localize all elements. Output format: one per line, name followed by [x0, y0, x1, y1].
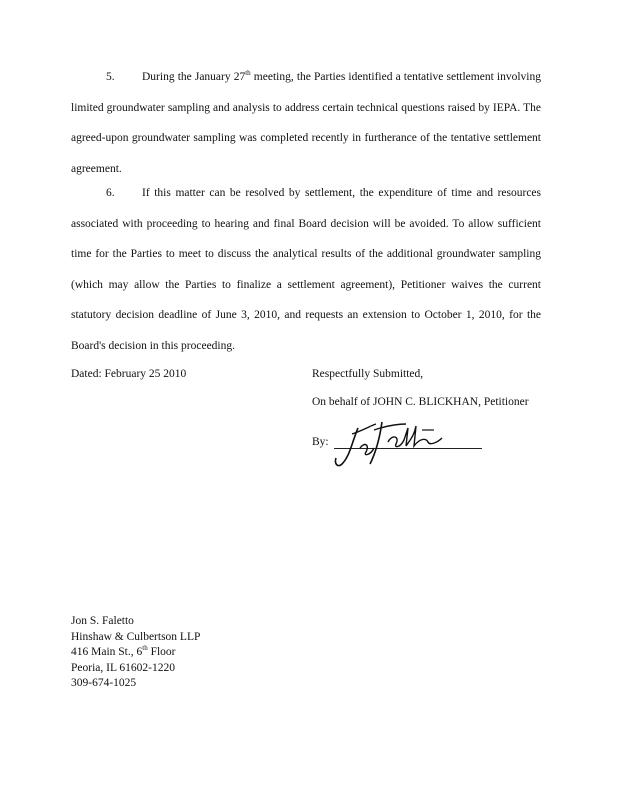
paragraph-number: 6.: [106, 187, 115, 199]
on-behalf-line: On behalf of JOHN C. BLICKHAN, Petitioner: [312, 396, 529, 408]
street-address: 416 Main St., 6th Floor: [71, 644, 176, 658]
paragraph-text-end: meeting, the Parties identified a tentative settlement involving limited groundwater sampling and analysis to address certain technical questions raised by IEPA. The agreed-upon groundwater sampling was completed recently in furtherance of the tentative settlement agreement.: [71, 71, 541, 175]
city-state-zip: Peoria, IL 61602-1220: [71, 661, 176, 674]
phone-number: 309-674-1025: [71, 677, 137, 689]
paragraph-5: [71, 62, 541, 184]
attorney-name: Jon S. Faletto: [71, 615, 134, 627]
dated-line: Dated: February 25 2010: [71, 368, 187, 380]
paragraph-number: 5.: [106, 71, 115, 83]
address-block: [71, 614, 200, 692]
handwritten-signature: [330, 412, 470, 474]
by-label: By:: [312, 436, 329, 448]
superscript: th: [245, 69, 251, 78]
paragraph-text: If this matter can be resolved by settlement, the expenditure of time and resources associated with proceeding to hearing and final Board decision will be avoided. To allow sufficient time for the Parties to meet to discuss the analytical results of the additional groundwater sampling (which may allow the Parties to finalize a settlement agreement), Petitioner waives the current statutory decision deadline of June 3, 2010, and requests an extension to October 1, 2010, for the Board's decision in this proceeding.: [71, 187, 541, 352]
paragraph-6: [71, 178, 541, 361]
firm-name: Hinshaw & Culbertson LLP: [71, 630, 201, 643]
closing-line: Respectfully Submitted,: [312, 368, 424, 380]
paragraph-text-start: During the January 27: [142, 71, 246, 83]
